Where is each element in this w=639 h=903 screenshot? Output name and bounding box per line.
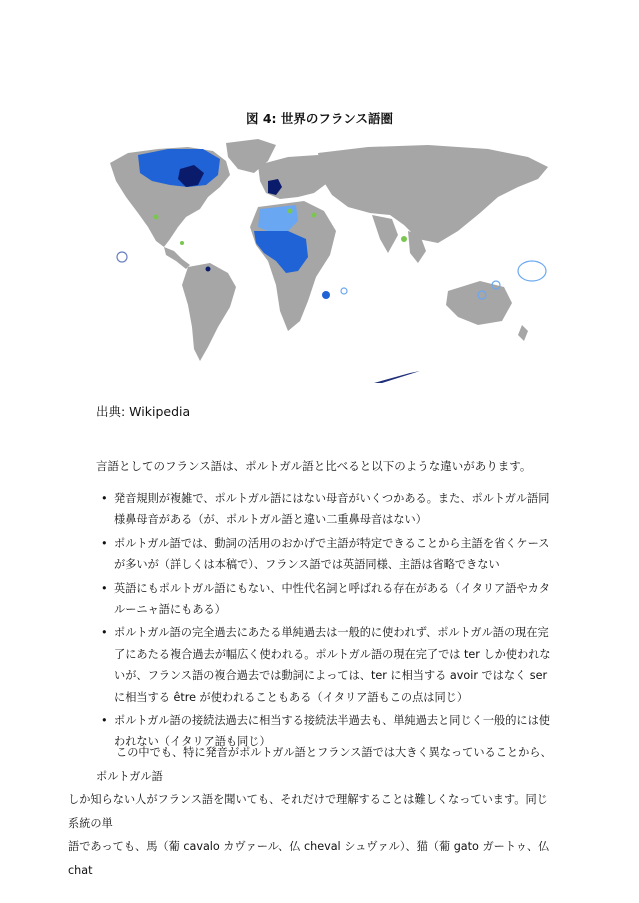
central-america-landmass	[164, 247, 190, 269]
madagascar-marker	[322, 291, 330, 299]
asia-landmass	[318, 145, 548, 243]
paragraph-line-3: 語であっても、馬（葡 cavalo カヴァール、仏 cheval シュヴァル）、猫（葡 gato ガートゥ、仏 chat	[68, 840, 550, 877]
intro-sentence: 言語としてのフランス語は、ポルトガル語と比べると以下のような違いがあります。	[96, 459, 532, 473]
south-america-landmass	[182, 263, 236, 361]
francophone-world-map	[108, 135, 556, 383]
list-item-text: ポルトガル語では、動詞の活用のおかげで主語が特定できることから主語を省くケースが多いが（詳しくは本稿で）、フランス語では英語同様、主語は省略できない	[114, 536, 550, 572]
cultural-dot-2	[288, 209, 293, 214]
list-item-text: ポルトガル語の接続法過去に相当する接続法半過去も、単純過去と同じく一般的には使われない（イタリア語も同じ）	[114, 714, 550, 749]
list-item	[96, 533, 558, 576]
cultural-dot-4	[401, 236, 407, 242]
india-landmass	[372, 215, 398, 253]
cultural-dot-1	[154, 215, 159, 220]
kerguelen-marker	[374, 371, 420, 383]
list-item	[96, 488, 558, 531]
body-paragraph	[68, 741, 558, 882]
bullet-glyph: •	[101, 626, 108, 640]
list-item	[96, 578, 558, 621]
french-guiana-marker	[206, 267, 211, 272]
bullet-glyph: •	[101, 714, 108, 728]
new-zealand-landmass	[518, 325, 528, 341]
cultural-dot-3	[312, 213, 317, 218]
island-ring-pacific-2	[518, 261, 546, 281]
list-item	[96, 622, 558, 708]
bullet-glyph: •	[101, 492, 108, 505]
bullet-glyph: •	[101, 581, 108, 595]
paragraph-line-1: この中でも、特に発音がポルトガル語とフランス語では大きく異なっていることから、ポルトガル語	[96, 746, 552, 783]
cultural-dot-5	[180, 241, 184, 245]
paragraph-line-2: しか知らない人がフランス語を聞いても、それだけで理解することは難しくなっています。同じ系統の単	[68, 793, 548, 830]
island-ring-pacific-1	[117, 252, 127, 262]
list-item-text: 発音規則が複雑で、ポルトガル語にはない母音がいくつかある。また、ポルトガル語同様鼻母音がある（が、ポルトガル語と違い二重鼻母音はない）	[114, 492, 550, 527]
bullet-glyph: •	[101, 536, 108, 550]
list-item-text: 英語にもポルトガル語にもない、中性代名詞と呼ばれる存在がある（イタリア語やカタルーニャ語にもある）	[114, 581, 550, 617]
figure-source: 出典: Wikipedia	[96, 404, 191, 419]
list-item-text: ポルトガル語の完全過去にあたる単純過去は一般的に使われず、ポルトガル語の現在完了にあたる複合過去が幅広く使われる。ポルトガル語の現在完了では ter しか使われないが、フランス語の複合過去では動詞によっては、ter に相当する avoir ではなく ser に相当する être が使われることもある（イタリア語もこの点は同じ）	[114, 626, 551, 704]
figure-caption: 図 4: 世界のフランス語圏	[245, 111, 394, 126]
island-ring-indian	[341, 288, 347, 294]
differences-list	[96, 488, 558, 755]
australia-landmass	[446, 281, 512, 325]
world-map-image	[108, 135, 556, 383]
